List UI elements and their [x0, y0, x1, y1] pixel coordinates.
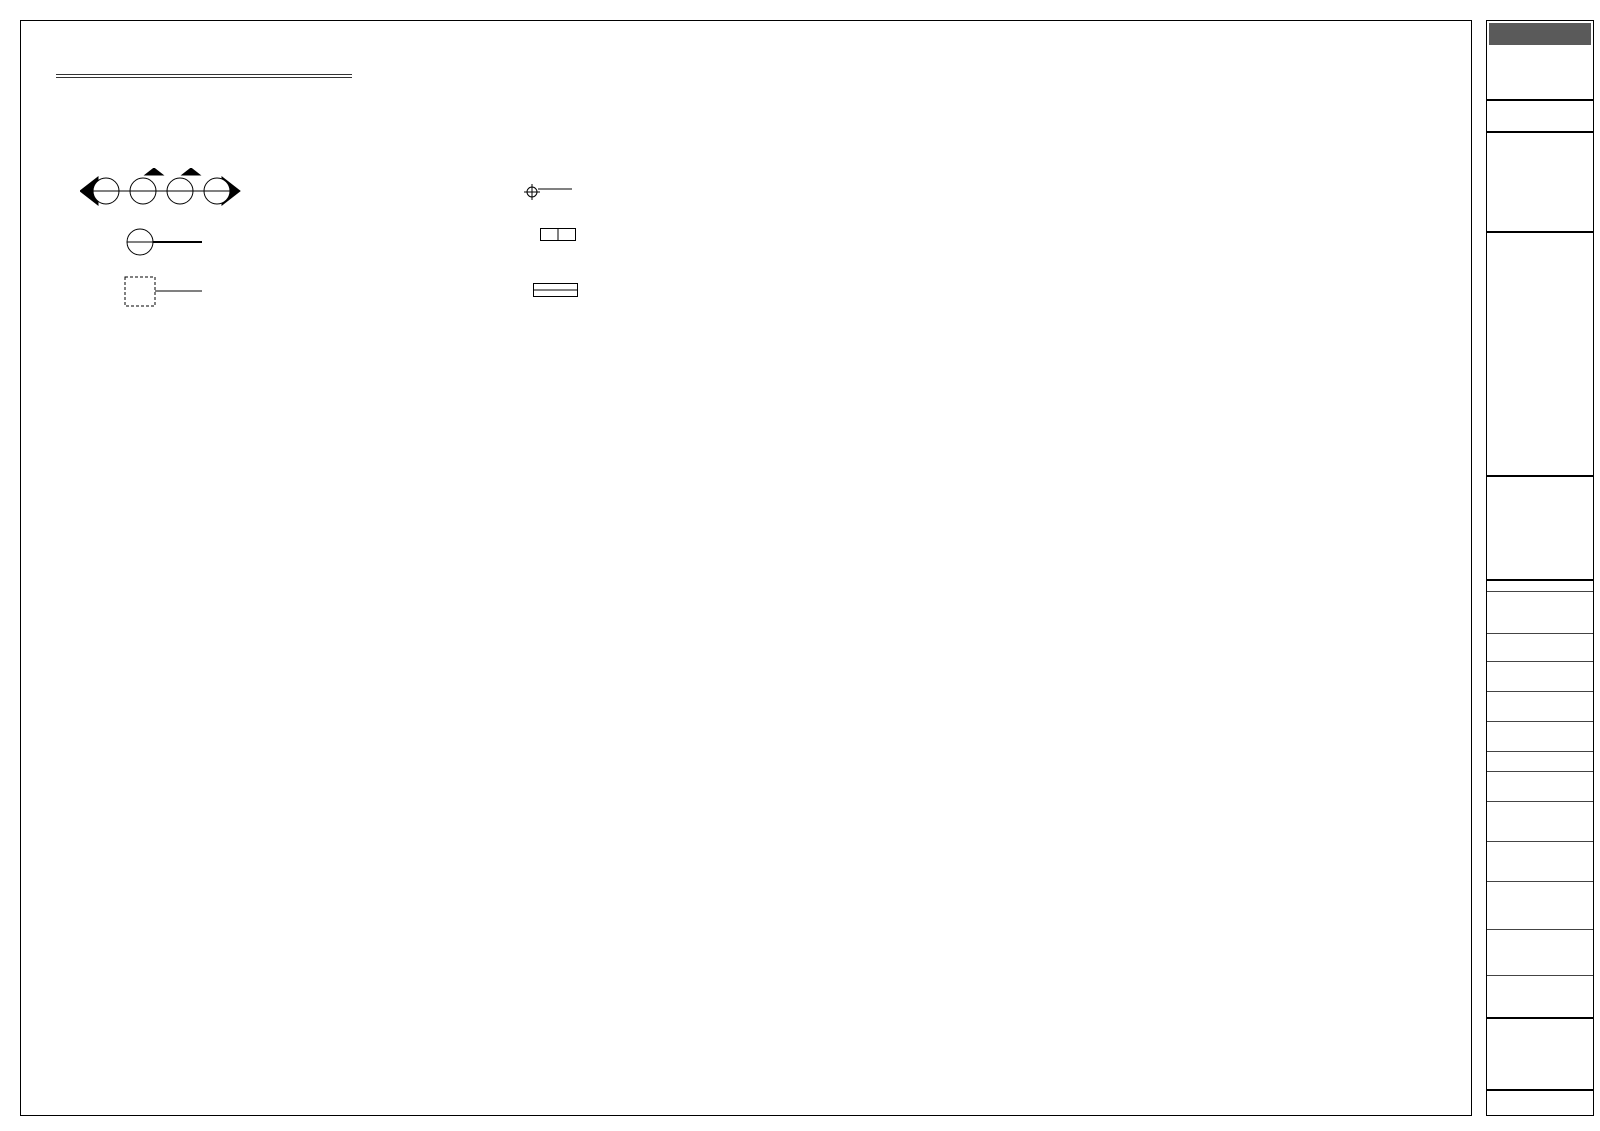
section-reference-symbol — [124, 228, 204, 256]
detail-reference-symbol — [124, 274, 210, 308]
header-rule-2 — [56, 77, 352, 78]
top-ruler — [20, 8, 1472, 22]
door-number-symbol — [533, 280, 579, 298]
bottom-ruler — [20, 1114, 1472, 1126]
ceiling-height-symbol — [524, 184, 574, 200]
header-rule — [56, 74, 352, 75]
company-logo — [1489, 23, 1591, 45]
elevation-reference-symbol — [80, 168, 246, 214]
copyright-strip — [4, 30, 18, 430]
finish-reference-symbol — [540, 228, 576, 250]
title-block — [1486, 20, 1594, 1116]
